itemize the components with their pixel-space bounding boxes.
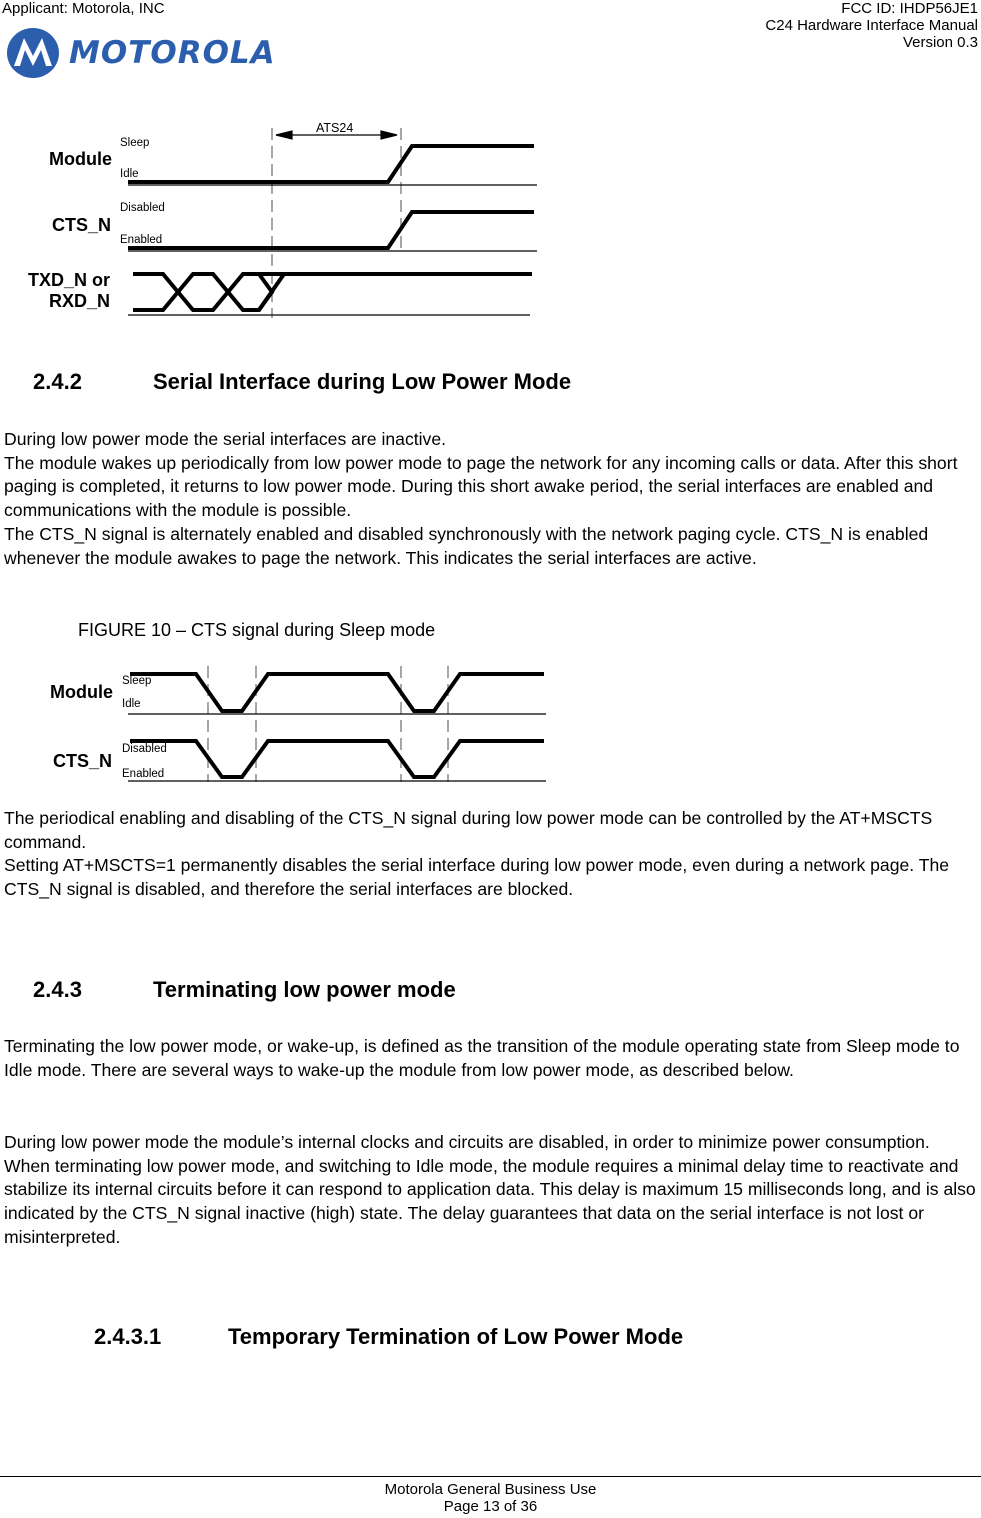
section-2-4-2-body (4, 428, 979, 570)
cts-waveform (128, 741, 546, 781)
ats24-label: ATS24 (316, 121, 354, 135)
level-label-idle: Idle (122, 698, 141, 710)
header-meta (578, 0, 978, 51)
section-number: 2.4.3 (33, 977, 82, 1002)
paragraph: Setting AT+MSCTS=1 permanently disables the serial interface during low power mode, even during a network page. The CTS_N signal is disabled, and therefore the serial interfaces are blocked. (4, 855, 950, 900)
manual-version: Version 0.3 (902, 34, 978, 51)
footer (0, 1481, 981, 1515)
manual-title: C24 Hardware Interface Manual (765, 17, 978, 34)
level-label-disabled: Disabled (120, 202, 165, 214)
section-2-4-2-after-figure (4, 807, 979, 902)
level-label-sleep: Sleep (122, 675, 152, 687)
section-2-4-3-paragraph-1: Terminating the low power mode, or wake-up, is defined as the transition of the module operating state from Sleep mode to Idle mode. There are several ways to wake-up the module from low power mode, as described below. (4, 1036, 960, 1080)
section-2-4-3-paragraph-2: During low power mode the module’s internal clocks and circuits are disabled, in order to minimize power consumption. When terminating low power mode, and switching to Idle mode, the module requires a minimal delay time to reactivate and stabilize its internal circuits before it can respond to application data. This delay is maximum 15 milliseconds long, and is also indicated by the CTS_N signal inactive (high) state. The delay guarantees that data on the serial interface is not lost or misinterpreted. (4, 1132, 976, 1247)
figure-caption: FIGURE 10 – CTS signal during Sleep mode (78, 620, 436, 640)
module-waveform (128, 674, 546, 714)
page-number: Page 13 of 36 (443, 1498, 538, 1515)
footer-classification: Motorola General Business Use (384, 1481, 597, 1498)
timing-diagram-cts-sleep (0, 660, 981, 786)
txd-rxd-waveform (128, 274, 532, 315)
paragraph: During low power mode the serial interfaces are inactive. (4, 429, 447, 449)
motorola-logo (6, 26, 276, 80)
section-title: Serial Interface during Low Power Mode (153, 369, 572, 394)
signal-name-txd: TXD_N or (27, 270, 110, 290)
section-number: 2.4.2 (33, 369, 82, 394)
timing-diagram-ats24 (0, 118, 981, 328)
motorola-wordmark: MOTOROLA (69, 35, 276, 71)
signal-name-module: Module (49, 149, 112, 169)
signal-name-module: Module (50, 682, 113, 702)
section-2-4-3-heading (33, 977, 456, 1003)
signal-name-rxd: RXD_N (48, 291, 110, 311)
paragraph: The periodical enabling and disabling of the CTS_N signal during low power mode can be controlled by the AT+MSCTS command. (4, 808, 933, 852)
paragraph: The module wakes up periodically from low power mode to page the network for any incoming calls or data. After this short paging is completed, it returns to low power mode. During this short awake period, the serial interfaces are enabled and communications with the module is possible. (4, 452, 958, 521)
applicant-label: Applicant: Motorola, INC (2, 0, 165, 17)
footer-divider (0, 1476, 981, 1477)
fcc-id: FCC ID: IHDP56JE1 (841, 0, 978, 17)
module-waveform (128, 146, 537, 185)
paragraph: The CTS_N signal is alternately enabled and disabled synchronously with the network paging cycle. CTS_N is enabled whenever the module awakes to page the network. This indicates the serial interfaces are active. (4, 523, 929, 568)
level-label-disabled: Disabled (122, 743, 167, 755)
section-2-4-2-heading (33, 369, 571, 395)
timing-markers (272, 128, 401, 318)
signal-name-cts: CTS_N (51, 215, 111, 235)
motorola-batwing-icon (6, 26, 62, 80)
timing-markers (208, 666, 448, 782)
section-title: Temporary Termination of Low Power Mode (228, 1324, 684, 1349)
section-title: Terminating low power mode (153, 977, 456, 1002)
level-label-enabled: Enabled (120, 234, 163, 246)
signal-name-txd-rxd (0, 270, 110, 312)
level-label-enabled: Enabled (122, 768, 165, 780)
cts-waveform (128, 212, 537, 251)
level-label-idle: Idle (120, 168, 139, 180)
section-number: 2.4.3.1 (94, 1324, 162, 1349)
level-label-sleep: Sleep (120, 137, 150, 149)
signal-name-cts: CTS_N (52, 751, 112, 771)
section-2-4-3-1-heading (94, 1324, 683, 1350)
